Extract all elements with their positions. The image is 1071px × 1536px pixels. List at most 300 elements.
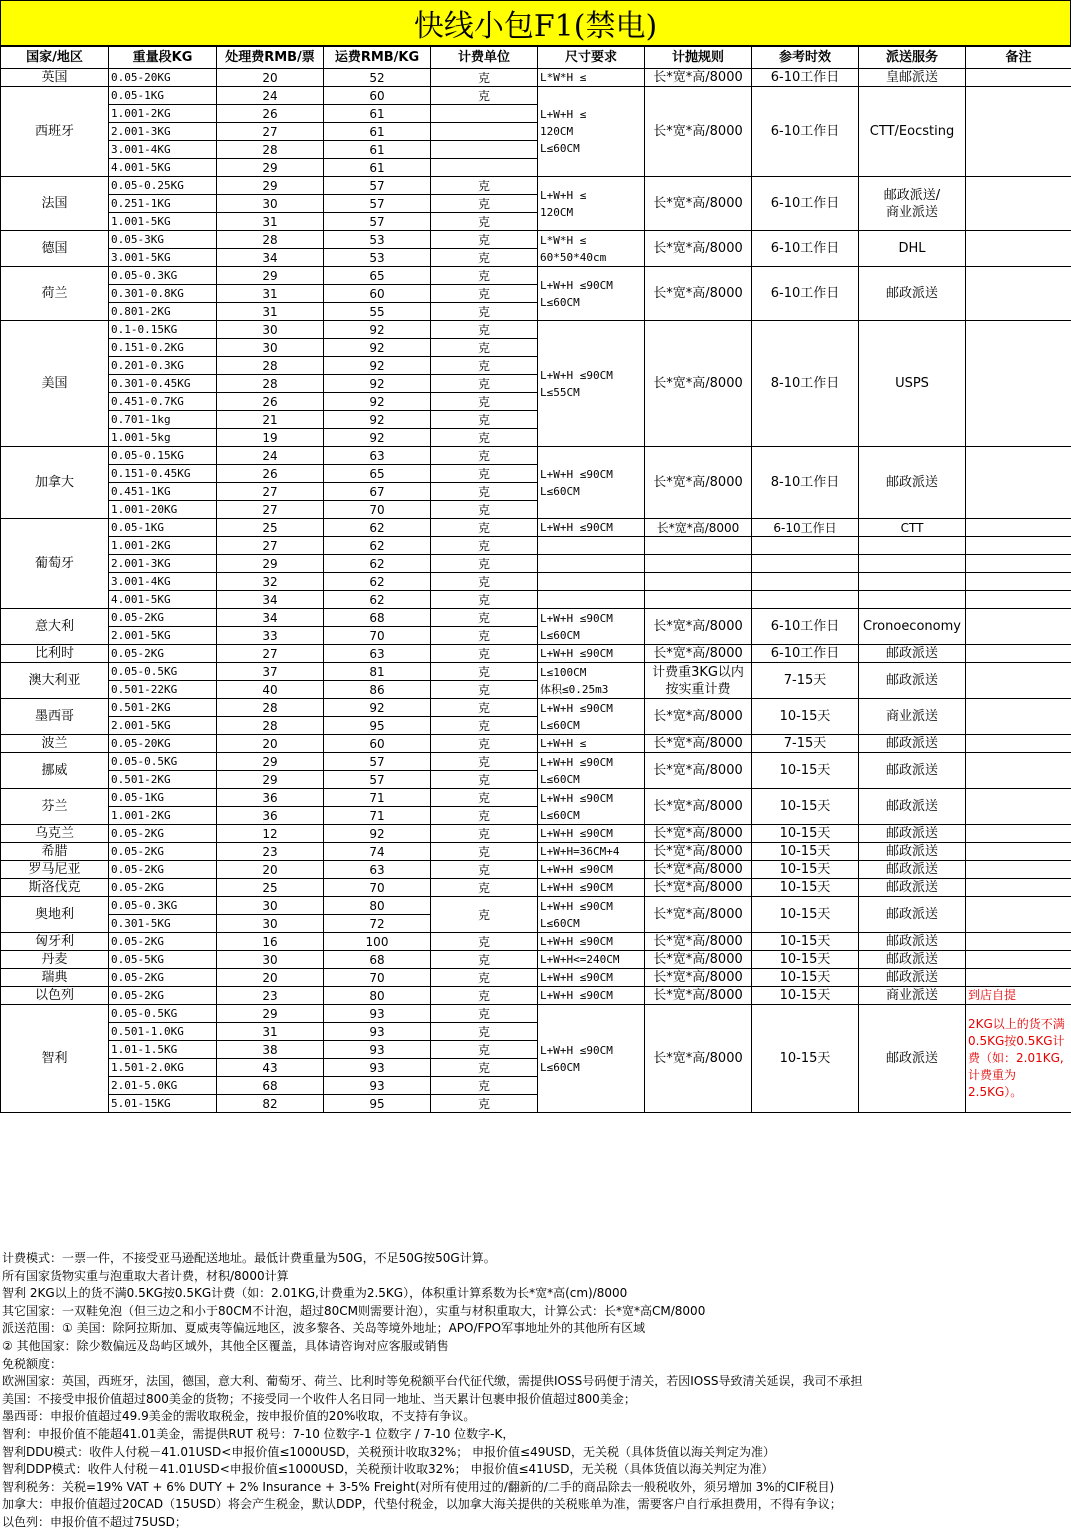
service-cell: 邮政派送: [859, 753, 966, 789]
service-cell: 邮政派送: [859, 825, 966, 843]
weight-cell: 0.05-0.15KG: [109, 447, 217, 465]
freight-cell: 57: [324, 195, 431, 213]
handling-fee-cell: 24: [217, 447, 324, 465]
rule-cell: 长*宽*高/8000: [645, 231, 752, 267]
rule-cell: 长*宽*高/8000: [645, 87, 752, 177]
handling-fee-cell: 24: [217, 87, 324, 105]
handling-fee-cell: 32: [217, 573, 324, 591]
freight-cell: 92: [324, 321, 431, 339]
handling-fee-cell: 30: [217, 339, 324, 357]
handling-fee-cell: 34: [217, 249, 324, 267]
handling-fee-cell: 28: [217, 699, 324, 717]
unit-cell: 克: [431, 1095, 538, 1113]
freight-cell: 60: [324, 735, 431, 753]
freight-cell: 52: [324, 69, 431, 87]
weight-cell: 0.05-1KG: [109, 789, 217, 807]
country-cell: 意大利: [1, 609, 109, 645]
note-line: 智利DDP模式：收件人付税－41.01USD<申报价值≤1000USD，关税预计收取32%； 申报价值≤41USD，无关税（具体货值以海关判定为准）: [2, 1462, 774, 1477]
time-cell: 8-10工作日: [752, 447, 859, 519]
handling-fee-cell: 34: [217, 591, 324, 609]
country-cell: 以色列: [1, 987, 109, 1005]
time-cell: 6-10工作日: [752, 519, 859, 537]
service-cell: 邮政派送: [859, 861, 966, 879]
size-cell: L+W+H ≤90CM L≤60CM: [538, 267, 645, 321]
table-row: [1, 951, 1071, 969]
header-service: 派送服务: [859, 47, 966, 69]
weight-cell: 3.001-5KG: [109, 249, 217, 267]
handling-fee-cell: 25: [217, 519, 324, 537]
freight-cell: 92: [324, 429, 431, 447]
unit-cell: 克: [431, 537, 538, 555]
service-cell: 商业派送: [859, 699, 966, 735]
note-line: 免税额度：: [2, 1356, 63, 1371]
rule-cell: [645, 537, 752, 555]
freight-cell: 68: [324, 951, 431, 969]
weight-cell: 0.151-0.45KG: [109, 465, 217, 483]
remark-cell: [966, 537, 1071, 555]
weight-cell: 2.001-5KG: [109, 627, 217, 645]
handling-fee-cell: 28: [217, 375, 324, 393]
freight-cell: 71: [324, 789, 431, 807]
handling-fee-cell: 33: [217, 627, 324, 645]
freight-cell: 62: [324, 537, 431, 555]
weight-cell: 5.01-15KG: [109, 1095, 217, 1113]
freight-cell: 70: [324, 627, 431, 645]
weight-cell: 0.451-1KG: [109, 483, 217, 501]
weight-cell: 0.05-3KG: [109, 231, 217, 249]
freight-cell: 92: [324, 825, 431, 843]
weight-cell: 0.05-0.5KG: [109, 1005, 217, 1023]
country-cell: 芬兰: [1, 789, 109, 825]
remark-cell: [966, 933, 1071, 951]
unit-cell: 克: [431, 735, 538, 753]
freight-cell: 65: [324, 465, 431, 483]
country-cell: 希腊: [1, 843, 109, 861]
remark-cell: [966, 231, 1071, 267]
header-rule: 计抛规则: [645, 47, 752, 69]
rule-cell: 长*宽*高/8000: [645, 879, 752, 897]
unit-cell: 克: [431, 411, 538, 429]
freight-cell: 70: [324, 879, 431, 897]
header-country: 国家/地区: [1, 47, 109, 69]
freight-cell: 62: [324, 519, 431, 537]
header-row: [1, 47, 1071, 69]
time-cell: 8-10工作日: [752, 321, 859, 447]
table-row: [1, 537, 1071, 555]
notes-section: [2, 1250, 1068, 1532]
header-size: 尺寸要求: [538, 47, 645, 69]
remark-cell: [966, 321, 1071, 447]
weight-cell: 0.501-2KG: [109, 699, 217, 717]
freight-cell: 63: [324, 861, 431, 879]
handling-fee-cell: 31: [217, 1023, 324, 1041]
unit-cell: 克: [431, 627, 538, 645]
unit-cell: 克: [431, 285, 538, 303]
service-cell: [859, 573, 966, 591]
time-cell: [752, 573, 859, 591]
rule-cell: 计费重3KG以内 按实重计费: [645, 663, 752, 699]
handling-fee-cell: 68: [217, 1077, 324, 1095]
freight-cell: 70: [324, 969, 431, 987]
country-cell: 葡萄牙: [1, 519, 109, 609]
country-cell: 罗马尼亚: [1, 861, 109, 879]
freight-cell: 61: [324, 141, 431, 159]
freight-cell: 63: [324, 645, 431, 663]
note-line: 智利DDU模式：收件人付税－41.01USD<申报价值≤1000USD，关税预计收取32%； 申报价值≤49USD，无关税（具体货值以海关判定为准）: [2, 1444, 776, 1459]
table-row: [1, 519, 1071, 537]
weight-cell: 3.001-4KG: [109, 141, 217, 159]
freight-cell: 61: [324, 159, 431, 177]
remark-cell: [966, 519, 1071, 537]
freight-cell: 74: [324, 843, 431, 861]
service-cell: [859, 591, 966, 609]
remark-cell: [966, 699, 1071, 735]
size-cell: L+W+H<=240CM: [538, 951, 645, 969]
handling-fee-cell: 30: [217, 897, 324, 915]
time-cell: 10-15天: [752, 969, 859, 987]
country-cell: 智利: [1, 1005, 109, 1113]
handling-fee-cell: 30: [217, 915, 324, 933]
note-line: ② 其他国家：除少数偏远及岛屿区域外，其他全区覆盖，具体请咨询对应客服或销售: [2, 1338, 449, 1353]
weight-cell: 0.05-20KG: [109, 69, 217, 87]
freight-cell: 70: [324, 501, 431, 519]
service-cell: [859, 537, 966, 555]
freight-cell: 57: [324, 753, 431, 771]
weight-cell: 1.001-2KG: [109, 105, 217, 123]
freight-cell: 53: [324, 231, 431, 249]
freight-cell: 92: [324, 393, 431, 411]
size-cell: L+W+H ≤ 120CM: [538, 177, 645, 231]
rule-cell: 长*宽*高/8000: [645, 321, 752, 447]
country-cell: 瑞典: [1, 969, 109, 987]
size-cell: L+W+H ≤ 120CM L≤60CM: [538, 87, 645, 177]
weight-cell: 0.501-2KG: [109, 771, 217, 789]
handling-fee-cell: 28: [217, 141, 324, 159]
freight-cell: 57: [324, 177, 431, 195]
size-cell: L+W+H ≤: [538, 735, 645, 753]
handling-fee-cell: 20: [217, 69, 324, 87]
handling-fee-cell: 26: [217, 393, 324, 411]
handling-fee-cell: 38: [217, 1041, 324, 1059]
country-cell: 荷兰: [1, 267, 109, 321]
unit-cell: 克: [431, 789, 538, 807]
size-cell: L+W+H ≤90CM: [538, 861, 645, 879]
freight-cell: 93: [324, 1023, 431, 1041]
handling-fee-cell: 28: [217, 717, 324, 735]
freight-cell: 61: [324, 105, 431, 123]
table-row: [1, 699, 1071, 717]
time-cell: 10-15天: [752, 843, 859, 861]
note-line: 美国：不接受申报价值超过800美金的货物；不接受同一个收件人名日同一地址、当天累计包裹申报价值超过800美金；: [2, 1391, 636, 1406]
handling-fee-cell: 25: [217, 879, 324, 897]
freight-cell: 92: [324, 699, 431, 717]
time-cell: 10-15天: [752, 933, 859, 951]
weight-cell: 0.301-5KG: [109, 915, 217, 933]
freight-cell: 93: [324, 1059, 431, 1077]
size-cell: L*W*H ≤ 60*50*40cm: [538, 231, 645, 267]
handling-fee-cell: 19: [217, 429, 324, 447]
country-cell: 乌克兰: [1, 825, 109, 843]
remark-cell: [966, 609, 1071, 645]
freight-cell: 95: [324, 1095, 431, 1113]
remark-cell: 2KG以上的货不满0.5KG按0.5KG计费（如：2.01KG,计费重为2.5KG）。: [966, 1005, 1071, 1113]
weight-cell: 1.001-20KG: [109, 501, 217, 519]
weight-cell: 3.001-4KG: [109, 573, 217, 591]
freight-cell: 92: [324, 411, 431, 429]
unit-cell: 克: [431, 897, 538, 933]
service-cell: 邮政派送: [859, 789, 966, 825]
table-row: [1, 177, 1071, 195]
weight-cell: 1.501-2.0KG: [109, 1059, 217, 1077]
freight-cell: 62: [324, 591, 431, 609]
weight-cell: 0.05-5KG: [109, 951, 217, 969]
weight-cell: 0.451-0.7KG: [109, 393, 217, 411]
header-handling-fee: 处理费RMB/票: [217, 47, 324, 69]
handling-fee-cell: 28: [217, 231, 324, 249]
service-cell: Cronoeconomy: [859, 609, 966, 645]
handling-fee-cell: 40: [217, 681, 324, 699]
freight-cell: 80: [324, 987, 431, 1005]
service-cell: 邮政派送: [859, 897, 966, 933]
rule-cell: 长*宽*高/8000: [645, 645, 752, 663]
unit-cell: 克: [431, 1077, 538, 1095]
unit-cell: 克: [431, 177, 538, 195]
unit-cell: 克: [431, 699, 538, 717]
unit-cell: 克: [431, 483, 538, 501]
size-cell: L+W+H ≤90CM L≤60CM: [538, 447, 645, 519]
handling-fee-cell: 27: [217, 483, 324, 501]
freight-cell: 65: [324, 267, 431, 285]
unit-cell: 克: [431, 645, 538, 663]
handling-fee-cell: 34: [217, 609, 324, 627]
unit-cell: [431, 159, 538, 177]
weight-cell: 2.001-3KG: [109, 555, 217, 573]
remark-cell: 到店自提: [966, 987, 1071, 1005]
handling-fee-cell: 29: [217, 753, 324, 771]
service-cell: 邮政派送: [859, 1005, 966, 1113]
table-row: [1, 969, 1071, 987]
rule-cell: 长*宽*高/8000: [645, 69, 752, 87]
service-cell: 商业派送: [859, 987, 966, 1005]
unit-cell: 克: [431, 1059, 538, 1077]
unit-cell: 克: [431, 1041, 538, 1059]
time-cell: [752, 591, 859, 609]
size-cell: L+W+H ≤90CM: [538, 987, 645, 1005]
freight-cell: 60: [324, 285, 431, 303]
rate-table-body: [1, 69, 1071, 1113]
handling-fee-cell: 27: [217, 537, 324, 555]
remark-cell: [966, 663, 1071, 699]
unit-cell: 克: [431, 87, 538, 105]
remark-cell: [966, 861, 1071, 879]
rule-cell: 长*宽*高/8000: [645, 843, 752, 861]
freight-cell: 93: [324, 1005, 431, 1023]
size-cell: L+W+H ≤90CM: [538, 933, 645, 951]
handling-fee-cell: 26: [217, 105, 324, 123]
weight-cell: 0.05-2KG: [109, 645, 217, 663]
unit-cell: [431, 141, 538, 159]
table-row: [1, 825, 1071, 843]
unit-cell: 克: [431, 573, 538, 591]
remark-cell: [966, 555, 1071, 573]
service-cell: 邮政派送: [859, 969, 966, 987]
weight-cell: 0.05-2KG: [109, 879, 217, 897]
handling-fee-cell: 29: [217, 159, 324, 177]
table-row: [1, 843, 1071, 861]
unit-cell: 克: [431, 69, 538, 87]
weight-cell: 0.05-1KG: [109, 519, 217, 537]
size-cell: [538, 537, 645, 555]
country-cell: 墨西哥: [1, 699, 109, 735]
weight-cell: 0.05-20KG: [109, 735, 217, 753]
weight-cell: 0.251-1KG: [109, 195, 217, 213]
rule-cell: 长*宽*高/8000: [645, 735, 752, 753]
table-row: [1, 1005, 1071, 1023]
rule-cell: 长*宽*高/8000: [645, 825, 752, 843]
weight-cell: 0.801-2KG: [109, 303, 217, 321]
remark-cell: [966, 969, 1071, 987]
weight-cell: 1.001-2KG: [109, 807, 217, 825]
time-cell: 10-15天: [752, 789, 859, 825]
country-cell: 丹麦: [1, 951, 109, 969]
size-cell: L+W+H ≤90CM: [538, 645, 645, 663]
freight-cell: 68: [324, 609, 431, 627]
remark-cell: [966, 645, 1071, 663]
remark-cell: [966, 897, 1071, 933]
handling-fee-cell: 23: [217, 843, 324, 861]
time-cell: 6-10工作日: [752, 645, 859, 663]
table-row: [1, 267, 1071, 285]
size-cell: [538, 555, 645, 573]
unit-cell: 克: [431, 879, 538, 897]
weight-cell: 4.001-5KG: [109, 591, 217, 609]
freight-cell: 80: [324, 897, 431, 915]
freight-cell: 93: [324, 1041, 431, 1059]
country-cell: 西班牙: [1, 87, 109, 177]
handling-fee-cell: 31: [217, 213, 324, 231]
rule-cell: 长*宽*高/8000: [645, 519, 752, 537]
note-line: 欧洲国家：英国，西班牙，法国，德国，意大利、葡萄牙、荷兰、比利时等免税额平台代征代缴，需提供IOSS号码便于清关，若因IOSS导致清关延误，我司不承担: [2, 1374, 863, 1389]
unit-cell: 克: [431, 519, 538, 537]
freight-cell: 61: [324, 123, 431, 141]
time-cell: 6-10工作日: [752, 69, 859, 87]
handling-fee-cell: 43: [217, 1059, 324, 1077]
size-cell: L+W+H ≤90CM L≤60CM: [538, 897, 645, 933]
freight-cell: 72: [324, 915, 431, 933]
country-cell: 法国: [1, 177, 109, 231]
handling-fee-cell: 31: [217, 303, 324, 321]
rule-cell: 长*宽*高/8000: [645, 861, 752, 879]
time-cell: [752, 555, 859, 573]
service-cell: DHL: [859, 231, 966, 267]
size-cell: L+W+H ≤90CM L≤60CM: [538, 1005, 645, 1113]
rule-cell: 长*宽*高/8000: [645, 177, 752, 231]
weight-cell: 0.501-22KG: [109, 681, 217, 699]
handling-fee-cell: 29: [217, 177, 324, 195]
note-line: 以色列：申报价值不超过75USD；: [2, 1514, 187, 1529]
table-row: [1, 753, 1071, 771]
handling-fee-cell: 30: [217, 321, 324, 339]
remark-cell: [966, 879, 1071, 897]
service-cell: 皇邮派送: [859, 69, 966, 87]
weight-cell: 1.001-5KG: [109, 213, 217, 231]
rule-cell: 长*宽*高/8000: [645, 897, 752, 933]
size-cell: L+W+H ≤90CM L≤60CM: [538, 699, 645, 735]
freight-cell: 86: [324, 681, 431, 699]
size-cell: L+W+H ≤90CM: [538, 519, 645, 537]
service-cell: 邮政派送: [859, 951, 966, 969]
unit-cell: 克: [431, 501, 538, 519]
handling-fee-cell: 36: [217, 789, 324, 807]
freight-cell: 57: [324, 771, 431, 789]
unit-cell: 克: [431, 933, 538, 951]
freight-cell: 53: [324, 249, 431, 267]
size-cell: L*W*H ≤: [538, 69, 645, 87]
handling-fee-cell: 30: [217, 951, 324, 969]
table-row: [1, 897, 1071, 915]
note-line: 智利税务：关税=19% VAT + 6% DUTY + 2% Insurance + 3-5% Freight(对所有使用过的/翻新的/二手的商品除去一般税收外，须另增加 3%的CIF税目): [2, 1479, 835, 1494]
size-cell: [538, 591, 645, 609]
service-cell: CTT: [859, 519, 966, 537]
table-row: [1, 231, 1071, 249]
rule-cell: 长*宽*高/8000: [645, 447, 752, 519]
unit-cell: 克: [431, 321, 538, 339]
weight-cell: 0.05-2KG: [109, 987, 217, 1005]
weight-cell: 0.201-0.3KG: [109, 357, 217, 375]
unit-cell: 克: [431, 987, 538, 1005]
unit-cell: 克: [431, 465, 538, 483]
handling-fee-cell: 21: [217, 411, 324, 429]
rule-cell: 长*宽*高/8000: [645, 933, 752, 951]
remark-cell: [966, 87, 1071, 177]
country-cell: 德国: [1, 231, 109, 267]
weight-cell: 2.001-3KG: [109, 123, 217, 141]
rule-cell: 长*宽*高/8000: [645, 969, 752, 987]
country-cell: 比利时: [1, 645, 109, 663]
service-cell: 邮政派送: [859, 735, 966, 753]
time-cell: 6-10工作日: [752, 87, 859, 177]
header-remark: 备注: [966, 47, 1071, 69]
size-cell: L+W+H ≤90CM: [538, 825, 645, 843]
handling-fee-cell: 20: [217, 861, 324, 879]
unit-cell: 克: [431, 825, 538, 843]
handling-fee-cell: 26: [217, 465, 324, 483]
unit-cell: 克: [431, 591, 538, 609]
remark-cell: [966, 177, 1071, 231]
time-cell: 10-15天: [752, 987, 859, 1005]
freight-cell: 100: [324, 933, 431, 951]
table-row: [1, 573, 1071, 591]
country-cell: 匈牙利: [1, 933, 109, 951]
remark-cell: [966, 573, 1071, 591]
handling-fee-cell: 27: [217, 123, 324, 141]
handling-fee-cell: 31: [217, 285, 324, 303]
table-row: [1, 861, 1071, 879]
weight-cell: 0.05-0.3KG: [109, 897, 217, 915]
handling-fee-cell: 30: [217, 195, 324, 213]
freight-cell: 63: [324, 447, 431, 465]
note-line: 智利 2KG以上的货不满0.5KG按0.5KG计费（如：2.01KG,计费重为2.5KG），体积重计算系数为长*宽*高(cm)/8000: [2, 1286, 628, 1301]
remark-cell: [966, 735, 1071, 753]
size-cell: L+W+H=36CM+4: [538, 843, 645, 861]
unit-cell: 克: [431, 339, 538, 357]
rule-cell: [645, 591, 752, 609]
handling-fee-cell: 20: [217, 735, 324, 753]
weight-cell: 0.301-0.45KG: [109, 375, 217, 393]
weight-cell: 0.151-0.2KG: [109, 339, 217, 357]
rule-cell: 长*宽*高/8000: [645, 609, 752, 645]
time-cell: 7-15天: [752, 735, 859, 753]
